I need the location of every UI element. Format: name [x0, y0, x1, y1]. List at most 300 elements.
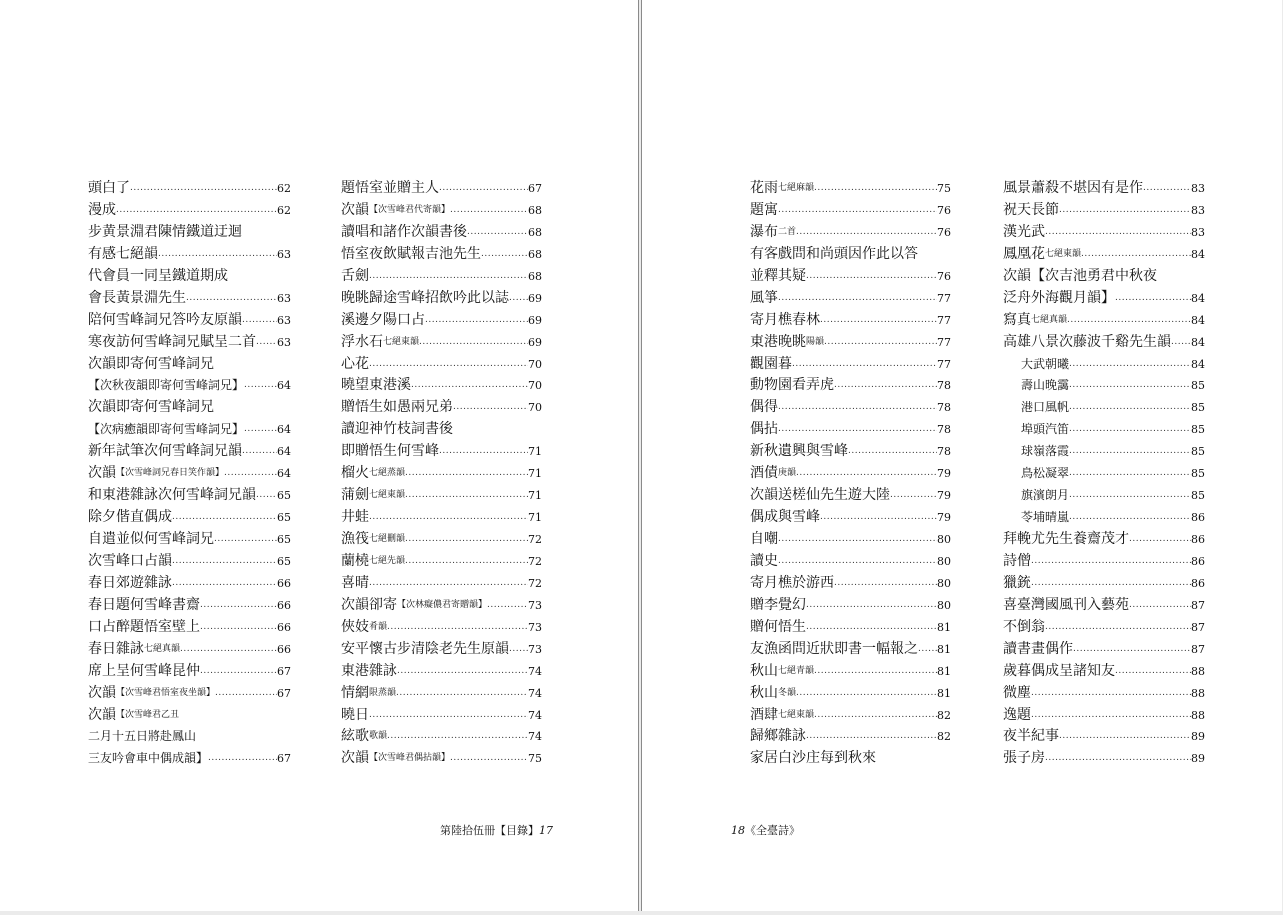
entry-title: 贈李覺幻: [750, 596, 806, 613]
toc-entry: [750, 266, 951, 288]
entry-title: 蘭橈: [341, 552, 369, 569]
entry-page-number: 81: [937, 620, 951, 634]
dot-leader: [1045, 748, 1191, 770]
entry-page-number: 71: [528, 467, 542, 481]
entry-page-number: 67: [277, 664, 291, 678]
toc-entry: [341, 419, 542, 441]
entry-page-number: 72: [528, 533, 542, 546]
entry-page-number: 88: [1191, 708, 1205, 722]
toc-column-2: [1003, 178, 1205, 770]
toc-entry: [341, 200, 542, 222]
entry-note: 七絕東韻: [778, 709, 815, 720]
entry-page-number: 70: [528, 379, 542, 393]
entry-title: 春日題何雪峰書齋: [88, 596, 200, 613]
entry-note: 七絕先韻: [369, 555, 406, 566]
toc-entry: [88, 726, 291, 748]
dot-leader: [806, 266, 937, 288]
entry-page-number: 85: [1191, 379, 1205, 393]
dot-leader: [1069, 463, 1191, 485]
entry-page-number: 73: [528, 598, 542, 612]
toc-entry: [750, 683, 951, 705]
toc-entry: [1003, 595, 1205, 617]
dot-leader: [453, 397, 528, 419]
toc-entry: [750, 375, 951, 397]
entry-title: 風景蕭殺不堪因有是作: [1003, 180, 1143, 196]
entry-title: 【次病癒韻即寄何雪峰詞兄】: [88, 422, 245, 437]
entry-page-number: 78: [937, 423, 951, 437]
toc-entry: [341, 332, 542, 354]
toc-entry: [88, 551, 291, 573]
entry-title: 和東港雜詠次何雪峰詞兄韻: [88, 487, 256, 504]
dot-leader: [487, 595, 528, 617]
entry-title: 席上呈何雪峰昆仲: [88, 662, 200, 679]
entry-page-number: 66: [277, 620, 291, 634]
entry-note: 七絕東韻: [383, 336, 420, 347]
entry-title: 張子房: [1003, 750, 1045, 767]
dot-leader: [834, 375, 937, 397]
entry-title: 自遣並似何雪峰詞兄: [88, 531, 214, 547]
entry-title: 高雄八景次藤波千谿先生韻: [1003, 333, 1171, 350]
entry-title: 泛舟外海觀月韻】: [1003, 289, 1115, 306]
entry-title: 有客戲問和尚頭因作此以答: [750, 245, 918, 262]
dot-leader: [834, 573, 937, 595]
toc-entry: [1003, 748, 1205, 770]
entry-title: 口占醉題悟室壁上: [88, 618, 200, 635]
toc-entry: [750, 639, 951, 661]
entry-title: 次韻即寄何雪峰詞兄: [88, 399, 214, 416]
entry-title: 次韻: [341, 750, 369, 767]
entry-page-number: 63: [277, 335, 291, 349]
entry-page-number: 84: [1191, 313, 1205, 327]
dot-leader: [369, 266, 528, 288]
entry-title: 二月十五日將赴鳳山: [88, 729, 197, 744]
toc-entry: [341, 178, 542, 200]
entry-page-number: 85: [1191, 401, 1205, 415]
toc-entry: [341, 573, 542, 595]
dot-leader: [1073, 639, 1191, 661]
toc-entry: [341, 661, 542, 683]
entry-title: 次韻: [88, 684, 116, 701]
entry-page-number: 88: [1191, 686, 1205, 700]
dot-leader: [405, 551, 528, 573]
dot-leader: [820, 507, 937, 529]
entry-title: 酒債: [750, 465, 778, 482]
page-number: 17: [539, 824, 553, 837]
dot-leader: [796, 222, 937, 244]
entry-title: 贈何悟生: [750, 618, 806, 635]
entry-page-number: 74: [528, 686, 542, 700]
entry-page-number: 67: [277, 752, 291, 766]
toc-entry: [341, 485, 542, 507]
dot-leader: [369, 705, 528, 727]
toc-entry: [88, 748, 291, 770]
dot-leader: [214, 529, 277, 551]
entry-title: 寫真: [1003, 311, 1031, 328]
dot-leader: [242, 310, 277, 332]
entry-title: 歲暮偶成呈諸知友: [1003, 662, 1115, 679]
entry-title: 友漁函問近狀即書一幅報之: [750, 640, 918, 657]
entry-page-number: 85: [1191, 489, 1205, 503]
entry-title: 次韻: [88, 465, 116, 482]
entry-page-number: 77: [937, 335, 951, 349]
dot-leader: [186, 288, 277, 310]
entry-title: 代會員一同呈鐵道期成: [88, 267, 228, 284]
dot-leader: [419, 332, 528, 354]
entry-title: 除夕偕直偶成: [88, 509, 172, 526]
entry-title: 次韻即寄何雪峰詞兄: [88, 355, 214, 372]
entry-title: 秋山: [750, 662, 778, 679]
toc-entry: [750, 397, 951, 419]
entry-note: 歌韻: [369, 731, 388, 742]
dot-leader: [1115, 288, 1191, 310]
entry-title: 自嘲: [750, 531, 778, 547]
entry-page-number: 83: [1191, 182, 1205, 195]
entry-page-number: 71: [528, 511, 542, 525]
entry-title: 觀園暮: [750, 355, 792, 372]
entry-note: 【次雪峰君悟室夜坐韻】: [116, 687, 216, 698]
dot-leader: [848, 441, 937, 463]
dot-leader: [1031, 683, 1191, 705]
entry-page-number: 81: [937, 686, 951, 700]
entry-page-number: 65: [277, 554, 291, 568]
toc-entry: [1003, 288, 1205, 310]
dot-leader: [1143, 178, 1191, 200]
toc-entry: [1003, 332, 1205, 354]
entry-title: 次雪峰口占韻: [88, 552, 172, 569]
dot-leader: [778, 529, 937, 551]
entry-title: 溪邊夕陽口占: [341, 311, 425, 328]
dot-leader: [814, 705, 937, 727]
dot-leader: [1031, 705, 1191, 727]
entry-page-number: 76: [937, 269, 951, 283]
toc-entry: [750, 178, 951, 200]
toc-entry: [88, 244, 291, 266]
dot-leader: [439, 178, 528, 200]
entry-page-number: 75: [528, 752, 542, 766]
dot-leader: [481, 244, 528, 266]
dot-leader: [1129, 529, 1191, 551]
entry-page-number: 86: [1191, 554, 1205, 568]
entry-title: 港口風帆: [1021, 400, 1070, 415]
entry-page-number: 85: [1191, 467, 1205, 481]
toc-entry: [1003, 222, 1205, 244]
entry-note: 【次雪峰君偶拈韻】: [369, 753, 451, 764]
toc-entry: [1003, 726, 1205, 748]
dot-leader: [411, 375, 528, 397]
entry-page-number: 75: [937, 182, 951, 195]
entry-title: 大武朝曦: [1021, 356, 1070, 371]
entry-note: 七絕東韻: [369, 490, 406, 501]
toc-entry: [341, 529, 542, 551]
toc-entry: [88, 419, 291, 441]
entry-note: 陽韻: [806, 336, 825, 347]
toc-entry: [341, 266, 542, 288]
toc-entry: [341, 507, 542, 529]
dot-leader: [396, 683, 528, 705]
dot-leader: [158, 244, 277, 266]
toc-entry: [1003, 617, 1205, 639]
dot-leader: [1171, 332, 1191, 354]
dot-leader: [1069, 397, 1191, 419]
entry-title: 次韻: [88, 706, 116, 723]
toc-entry: [750, 507, 951, 529]
entry-page-number: 81: [937, 642, 951, 656]
entry-title: 偶成與雪峰: [750, 509, 820, 526]
dot-leader: [208, 748, 277, 770]
entry-page-number: 71: [528, 489, 542, 503]
entry-page-number: 79: [937, 511, 951, 525]
entry-page-number: 82: [937, 708, 951, 722]
dot-leader: [814, 661, 937, 683]
page-number: 18: [731, 824, 745, 837]
toc-entry: [1003, 397, 1205, 419]
toc-entry: [341, 310, 542, 332]
toc-entry: [750, 310, 951, 332]
dot-leader: [1069, 441, 1191, 463]
toc-entry: [1003, 573, 1205, 595]
entry-page-number: 63: [277, 313, 291, 327]
dot-leader: [796, 683, 937, 705]
toc-entry: [341, 595, 542, 617]
entry-page-number: 68: [528, 247, 542, 261]
entry-page-number: 67: [528, 182, 542, 195]
toc-entry: [341, 244, 542, 266]
entry-title: 井蛙: [341, 509, 369, 526]
toc-entry: [88, 178, 291, 200]
dot-leader: [778, 288, 937, 310]
dot-leader: [425, 310, 528, 332]
entry-page-number: 66: [277, 598, 291, 612]
entry-title: 埠頭汽笛: [1021, 422, 1070, 437]
entry-title: 夜半紀事: [1003, 728, 1059, 745]
dot-leader: [890, 485, 937, 507]
toc-entry: [750, 332, 951, 354]
dot-leader: [244, 419, 277, 441]
entry-page-number: 76: [937, 225, 951, 239]
entry-page-number: 89: [1191, 752, 1205, 766]
dot-leader: [792, 354, 937, 376]
entry-title: 東港雜詠: [341, 662, 397, 679]
toc-entry: [88, 617, 291, 639]
dot-leader: [405, 463, 528, 485]
entry-page-number: 88: [1191, 664, 1205, 678]
dot-leader: [806, 726, 937, 748]
entry-page-number: 82: [937, 730, 951, 744]
toc-entry: [341, 222, 542, 244]
entry-title: 旗濱朗月: [1021, 488, 1070, 503]
entry-title: 次韻卻寄: [341, 596, 397, 613]
entry-title: 家居白沙庄每到秋來: [750, 750, 876, 767]
entry-title: 步黄景淵君陳情鐵道迂迴: [88, 223, 242, 240]
entry-page-number: 70: [528, 401, 542, 415]
entry-page-number: 77: [937, 291, 951, 305]
toc-entry: [1003, 529, 1205, 551]
dot-leader: [215, 683, 277, 705]
dot-leader: [397, 661, 528, 683]
toc-entry: [750, 485, 951, 507]
dot-leader: [405, 529, 528, 551]
entry-note: 七絕麻韻: [778, 183, 815, 193]
entry-page-number: 72: [528, 576, 542, 590]
entry-page-number: 76: [937, 203, 951, 217]
dot-leader: [1067, 310, 1191, 332]
entry-title: 詩僧: [1003, 552, 1031, 569]
toc-entry: [341, 441, 542, 463]
dot-leader: [814, 178, 937, 200]
toc-entry: [750, 595, 951, 617]
dot-leader: [1031, 573, 1191, 595]
dot-leader: [806, 617, 937, 639]
entry-page-number: 86: [1191, 533, 1205, 546]
toc-entry: [341, 726, 542, 748]
entry-note: 【次雪峰君乙丑: [116, 709, 180, 720]
dot-leader: [1069, 375, 1191, 397]
toc-column-1: [750, 178, 951, 770]
toc-entry: [88, 375, 291, 397]
entry-page-number: 86: [1191, 511, 1205, 525]
entry-page-number: 71: [528, 445, 542, 459]
toc-entry: [88, 266, 291, 288]
entry-page-number: 69: [528, 335, 542, 349]
toc-entry: [88, 288, 291, 310]
entry-title: 俠妓: [341, 618, 369, 635]
dot-leader: [918, 639, 937, 661]
entry-title: 浮水石: [341, 333, 383, 350]
toc-entry: [1003, 661, 1205, 683]
entry-title: 寒夜訪何雪峰詞兄賦呈二首: [88, 333, 256, 350]
entry-title: 次韻送槎仙先生遊大陸: [750, 487, 890, 504]
entry-title: 新年試筆次何雪峰詞兄韻: [88, 443, 242, 460]
toc-entry: [1003, 485, 1205, 507]
toc-entry: [88, 397, 291, 419]
entry-title: 悟室夜飲賦報吉池先生: [341, 245, 481, 262]
entry-page-number: 74: [528, 730, 542, 744]
entry-page-number: 77: [937, 357, 951, 371]
entry-page-number: 66: [277, 642, 291, 656]
entry-note: 七絕青韻: [778, 665, 815, 676]
toc-entry: [88, 222, 291, 244]
entry-title: 曉日: [341, 706, 369, 723]
entry-page-number: 67: [277, 686, 291, 700]
entry-title: 球嶺落霞: [1021, 444, 1070, 459]
entry-note: 七絕刪韻: [369, 534, 406, 544]
dot-leader: [242, 441, 277, 463]
entry-page-number: 68: [528, 225, 542, 239]
entry-page-number: 65: [277, 489, 291, 503]
toc-entry: [88, 441, 291, 463]
toc-entry: [750, 354, 951, 376]
entry-note: 七絕東韻: [1045, 248, 1082, 259]
toc-entry: [750, 551, 951, 573]
dot-leader: [796, 463, 937, 485]
toc-entry: [750, 748, 951, 770]
page-folio: [440, 822, 553, 838]
folio-text: 第陸拾伍冊【目錄】: [440, 824, 539, 837]
entry-title: 新秋遺興與雪峰: [750, 443, 848, 460]
dot-leader: [778, 551, 937, 573]
toc-entry: [88, 354, 291, 376]
toc-entry: [750, 705, 951, 727]
dot-leader: [1045, 617, 1191, 639]
toc-entry: [1003, 683, 1205, 705]
entry-note: 冬韻: [778, 687, 797, 698]
toc-entry: [341, 463, 542, 485]
toc-entry: [1003, 266, 1205, 288]
entry-title: 秋山: [750, 684, 778, 701]
toc-entry: [341, 288, 542, 310]
dot-leader: [1069, 419, 1191, 441]
dot-leader: [1069, 485, 1191, 507]
entry-page-number: 64: [277, 445, 291, 459]
entry-page-number: 83: [1191, 203, 1205, 217]
entry-page-number: 83: [1191, 225, 1205, 239]
dot-leader: [224, 463, 277, 485]
dot-leader: [256, 485, 277, 507]
dot-leader: [1069, 507, 1191, 529]
dot-leader: [256, 332, 277, 354]
entry-title: 漢光武: [1003, 223, 1045, 240]
entry-note: 限蒸韻: [369, 687, 397, 698]
entry-title: 不倒翁: [1003, 618, 1045, 635]
entry-page-number: 64: [277, 423, 291, 437]
toc-entry: [88, 573, 291, 595]
toc-entry: [341, 375, 542, 397]
entry-page-number: 85: [1191, 445, 1205, 459]
entry-title: 獵銃: [1003, 574, 1031, 591]
entry-title: 安平懷古步清陰老先生原韻: [341, 640, 509, 657]
toc-entry: [1003, 375, 1205, 397]
entry-page-number: 87: [1191, 598, 1205, 612]
entry-page-number: 62: [277, 182, 291, 195]
toc-column-1: [88, 178, 291, 770]
entry-title: 花雨: [750, 180, 778, 196]
entry-title: 歸鄉雜詠: [750, 728, 806, 745]
entry-page-number: 80: [937, 598, 951, 612]
toc-entry: [88, 332, 291, 354]
toc-entry: [341, 397, 542, 419]
entry-title: 讀迎神竹枝詞書後: [341, 421, 453, 438]
entry-title: 次韻: [341, 201, 369, 218]
dot-leader: [200, 617, 277, 639]
entry-title: 並釋其疑: [750, 267, 806, 284]
dot-leader: [778, 200, 937, 222]
entry-page-number: 63: [277, 291, 291, 305]
dot-leader: [1059, 200, 1191, 222]
entry-note: 七絕真韻: [144, 643, 181, 654]
dot-leader: [405, 485, 528, 507]
dot-leader: [387, 726, 528, 748]
entry-page-number: 65: [277, 533, 291, 546]
entry-title: 喜臺灣國風刊入藝苑: [1003, 596, 1129, 613]
toc-entry: [1003, 200, 1205, 222]
toc-entry: [750, 419, 951, 441]
dot-leader: [116, 200, 277, 222]
dot-leader: [369, 507, 528, 529]
entry-title: 春日郊遊雜詠: [88, 574, 172, 591]
entry-page-number: 69: [528, 313, 542, 327]
entry-title: 鳥松凝翠: [1021, 466, 1070, 481]
entry-title: 瀑布: [750, 223, 778, 240]
entry-note: 七絕真韻: [1031, 314, 1068, 325]
dot-leader: [1031, 551, 1191, 573]
entry-page-number: 80: [937, 576, 951, 590]
entry-page-number: 72: [528, 554, 542, 568]
toc-entry: [750, 617, 951, 639]
toc-entry: [88, 200, 291, 222]
entry-title: 酒肆: [750, 706, 778, 723]
entry-title: 壽山晚靄: [1021, 378, 1070, 393]
entry-page-number: 70: [528, 357, 542, 371]
